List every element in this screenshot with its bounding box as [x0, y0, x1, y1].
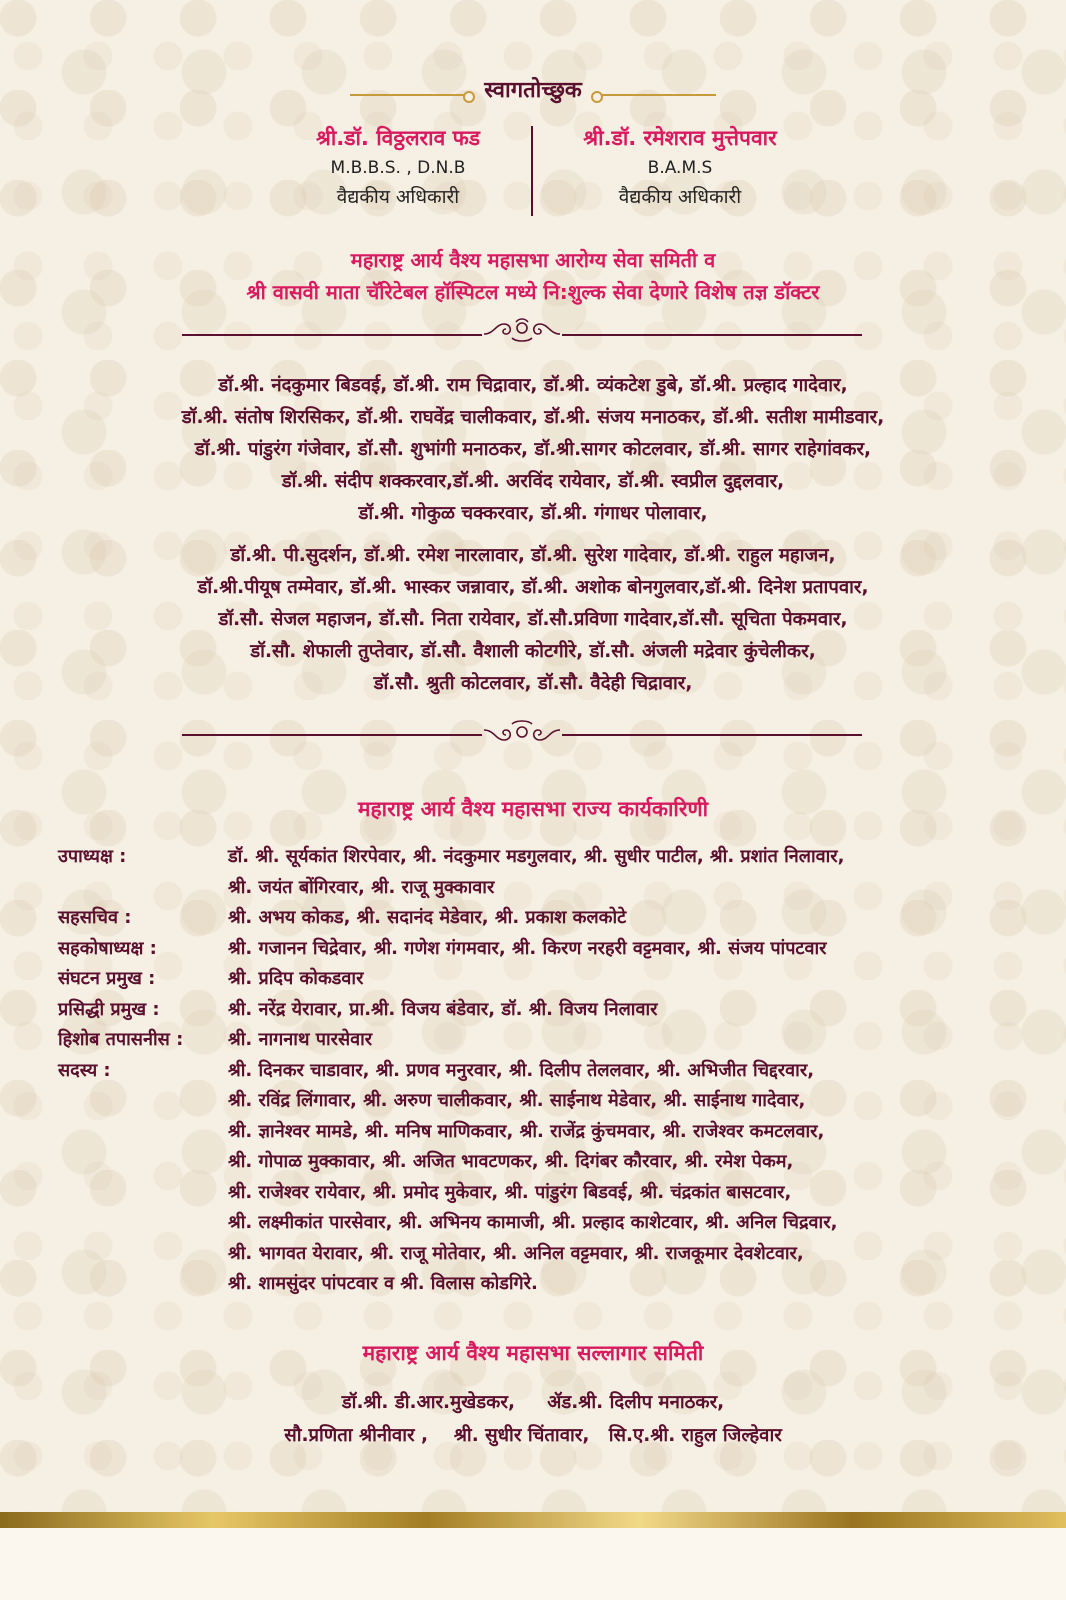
executive-names-line: श्री. गजानन चिद्रेवार, श्री. गणेश गंगमवार, श्री. किरण नरहरी वट्टमवार, श्री. संजय पांपटवार [228, 937, 827, 959]
ornament-line [182, 734, 482, 736]
gold-rule-right [601, 94, 716, 96]
doctors-list-1 [80, 370, 986, 530]
executive-names-line: श्री. रविंद्र लिंगावार, श्री. अरुण चालीकवार, श्री. साईनाथ मेडेवार, श्री. साईनाथ गादेवार, [228, 1090, 806, 1111]
welcome-heading [0, 76, 1066, 112]
ornament-divider [182, 316, 862, 346]
ornament-divider [182, 716, 862, 746]
executive-role-label: संघटन प्रमुख : [58, 968, 156, 989]
doctor-name: श्री.डॉ. विठ्ठलराव फड [315, 126, 481, 150]
executive-names-line: डॉ. श्री. सूर्यकांत शिरपेवार, श्री. नंदकुमार मडगुलवार, श्री. सुधीर पाटील, श्री. प्रशांत निलावार, [228, 846, 845, 867]
advisory-member: सौ.प्रणिता श्रीनीवार , [284, 1425, 429, 1446]
doctors-line: डॉ.श्री. गोकुळ चक्करवार, डॉ.श्री. गंगाधर पोलावार, [358, 503, 708, 524]
executive-names [228, 964, 1008, 995]
executive-names [228, 1025, 1008, 1056]
doctors-line: डॉ.श्री. पी.सुदर्शन, डॉ.श्री. रमेश नारलावार, डॉ.श्री. सुरेश गादेवार, डॉ.श्री. राहुल महाजन, [230, 545, 836, 566]
executive-names-line: श्री. लक्ष्मीकांत पारसेवार, श्री. अभिनय कामाजी, श्री. प्रल्हाद काशेटवार, श्री. अनिल चिद्रवार, [228, 1212, 838, 1233]
doctor-card-right [530, 122, 830, 212]
executive-names-line: श्री. नागनाथ पारसेवार [228, 1029, 373, 1050]
executive-row [58, 964, 1008, 995]
gold-footer-band [0, 1512, 1066, 1528]
doctors-line: डॉ.श्री. पांडुरंग गंजेवार, डॉ.सौ. शुभांगी मनाठकर, डॉ.श्री.सागर कोटलवार, डॉ.श्री. सागर राहेगांवकर, [194, 439, 872, 460]
flourish-icon [482, 316, 562, 346]
executive-names-line: श्री. राजेश्वर रायेवार, श्री. प्रमोद मुकेवार, श्री. पांडुरंग बिडवई, श्री. चंद्रकांत बासटवार, [228, 1181, 792, 1203]
executive-table [58, 842, 1008, 1300]
ornament-line [182, 334, 482, 336]
executive-heading: महाराष्ट्र आर्य वैश्य महासभा राज्य कार्यकारिणी [357, 797, 709, 821]
hospital-heading [0, 244, 1066, 308]
executive-names [228, 934, 1008, 965]
footer-blank [0, 1528, 1066, 1600]
executive-names-line: श्री. ज्ञानेश्वर मामडे, श्री. मनिष माणिकवार, श्री. राजेंद्र कुंचमवार, श्री. राजेश्वर कमटलवार, [228, 1120, 825, 1142]
advisory-member: ॲड.श्री. दिलीप मनाठकर, [547, 1392, 725, 1413]
executive-row [58, 934, 1008, 965]
executive-names-line: श्री. शामसुंदर पांपटवार व श्री. विलास कोडगिरे. [228, 1273, 538, 1294]
advisory-member: सि.ए.श्री. राहुल जिल्हेवार [608, 1425, 782, 1446]
doctor-name: श्री.डॉ. रमेशराव मुत्तेपवार [583, 126, 777, 150]
advisory-member: डॉ.श्री. डी.आर.मुखेडकर, [341, 1392, 515, 1413]
advisory-names [0, 1386, 1066, 1452]
executive-role-label: सदस्य : [58, 1059, 111, 1081]
doctor-degree: M.B.B.S. , D.N.B [330, 158, 466, 178]
hospital-heading-line: श्री वासवी माता चॅरिटेबल हॉस्पिटल मध्ये नि:शुल्क सेवा देणारे विशेष तज्ञ डॉक्टर [246, 280, 820, 304]
ornament-line [562, 334, 862, 336]
doctor-degree: B.A.M.S [647, 158, 713, 178]
doctors-list-2 [80, 540, 986, 700]
doctor-card-left [248, 122, 548, 212]
executive-names [228, 1056, 1008, 1300]
ornament-line [562, 734, 862, 736]
executive-row [58, 1025, 1008, 1056]
executive-names [228, 995, 1008, 1026]
doctor-role: वैद्यकीय अधिकारी [336, 186, 460, 208]
doctors-line: डॉ.सौ. श्रुती कोटलवार, डॉ.सौ. वैदेही चिद्रावार, [373, 673, 693, 694]
welcome-title: स्वागतोच्छुक [484, 78, 582, 103]
advisory-member: श्री. सुधीर चिंतावार, [453, 1425, 590, 1446]
hospital-heading-line: महाराष्ट्र आर्य वैश्य महासभा आरोग्य सेवा समिती व [350, 248, 716, 272]
executive-role-label: हिशोब तपासनीस : [58, 1029, 184, 1050]
executive-row [58, 903, 1008, 934]
gold-rule-left [350, 94, 465, 96]
executive-names-line: श्री. जयंत बोंगिरवार, श्री. राजू मुक्कावार [228, 876, 495, 898]
doctor-role: वैद्यकीय अधिकारी [618, 186, 742, 208]
executive-names-line: श्री. नरेंद्र येरावार, प्रा.श्री. विजय बंडेवार, डॉ. श्री. विजय निलावार [228, 998, 658, 1020]
executive-names-line: श्री. प्रदिप कोकडवार [228, 968, 364, 989]
doctors-line: डॉ.श्री. संदीप शक्करवार,डॉ.श्री. अरविंद रायेवार, डॉ.श्री. स्वप्रील दुद्दलवार, [281, 471, 785, 492]
advisory-line [0, 1386, 1066, 1419]
doctors-line: डॉ.श्री.पीयूष तम्मेवार, डॉ.श्री. भास्कर जन्नावार, डॉ.श्री. अशोक बोनगुलवार,डॉ.श्री. दिनेश प्रतापवार, [197, 577, 869, 598]
advisory-line [0, 1419, 1066, 1452]
doctors-line: डॉ.श्री. संतोष शिरसिकर, डॉ.श्री. राघवेंद्र चालीकवार, डॉ.श्री. संजय मनाठकर, डॉ.श्री. सतीश मामीडवार, [181, 407, 885, 428]
executive-role-label: उपाध्यक्ष : [58, 846, 127, 867]
executive-role-label: प्रसिद्धी प्रमुख : [58, 998, 160, 1020]
executive-role-label: सहकोषाध्यक्ष : [58, 937, 157, 959]
executive-names-line: श्री. दिनकर चाडावार, श्री. प्रणव मनुरवार, श्री. दिलीप तेललवार, श्री. अभिजीत चिद्दरवार, [228, 1059, 815, 1081]
doctors-line: डॉ.सौ. सेजल महाजन, डॉ.सौ. निता रायेवार, डॉ.सौ.प्रविणा गादेवार,डॉ.सौ. सूचिता पेकमवार, [218, 609, 848, 630]
executive-names-line: श्री. अभय कोकड, श्री. सदानंद मेडेवार, श्री. प्रकाश कलकोटे [228, 907, 627, 928]
executive-row [58, 1056, 1008, 1300]
executive-names-line: श्री. गोपाळ मुक्कावार, श्री. अजित भावटणकर, श्री. दिगंबर कौरवार, श्री. रमेश पेकम, [228, 1151, 794, 1172]
doctors-line: डॉ.श्री. नंदकुमार बिडवई, डॉ.श्री. राम चिद्रावार, डॉ.श्री. व्यंकटेश डुबे, डॉ.श्री. प्रल्हाद गादेवार, [218, 375, 848, 396]
executive-names [228, 842, 1008, 903]
executive-row [58, 995, 1008, 1026]
advisory-heading: महाराष्ट्र आर्य वैश्य महासभा सल्लागार समिती [362, 1341, 704, 1365]
executive-names [228, 903, 1008, 934]
executive-row [58, 842, 1008, 903]
doctors-line: डॉ.सौ. शेफाली तुप्तेवार, डॉ.सौ. वैशाली कोटगीरे, डॉ.सौ. अंजली मद्रेवार कुंचेलीकर, [250, 641, 816, 662]
flourish-icon [482, 716, 562, 746]
executive-names-line: श्री. भागवत येरावार, श्री. राजू मोतेवार, श्री. अनिल वट्टमवार, श्री. राजकूमार देवशेटवार, [228, 1242, 804, 1264]
executive-role-label: सहसचिव : [58, 907, 132, 928]
